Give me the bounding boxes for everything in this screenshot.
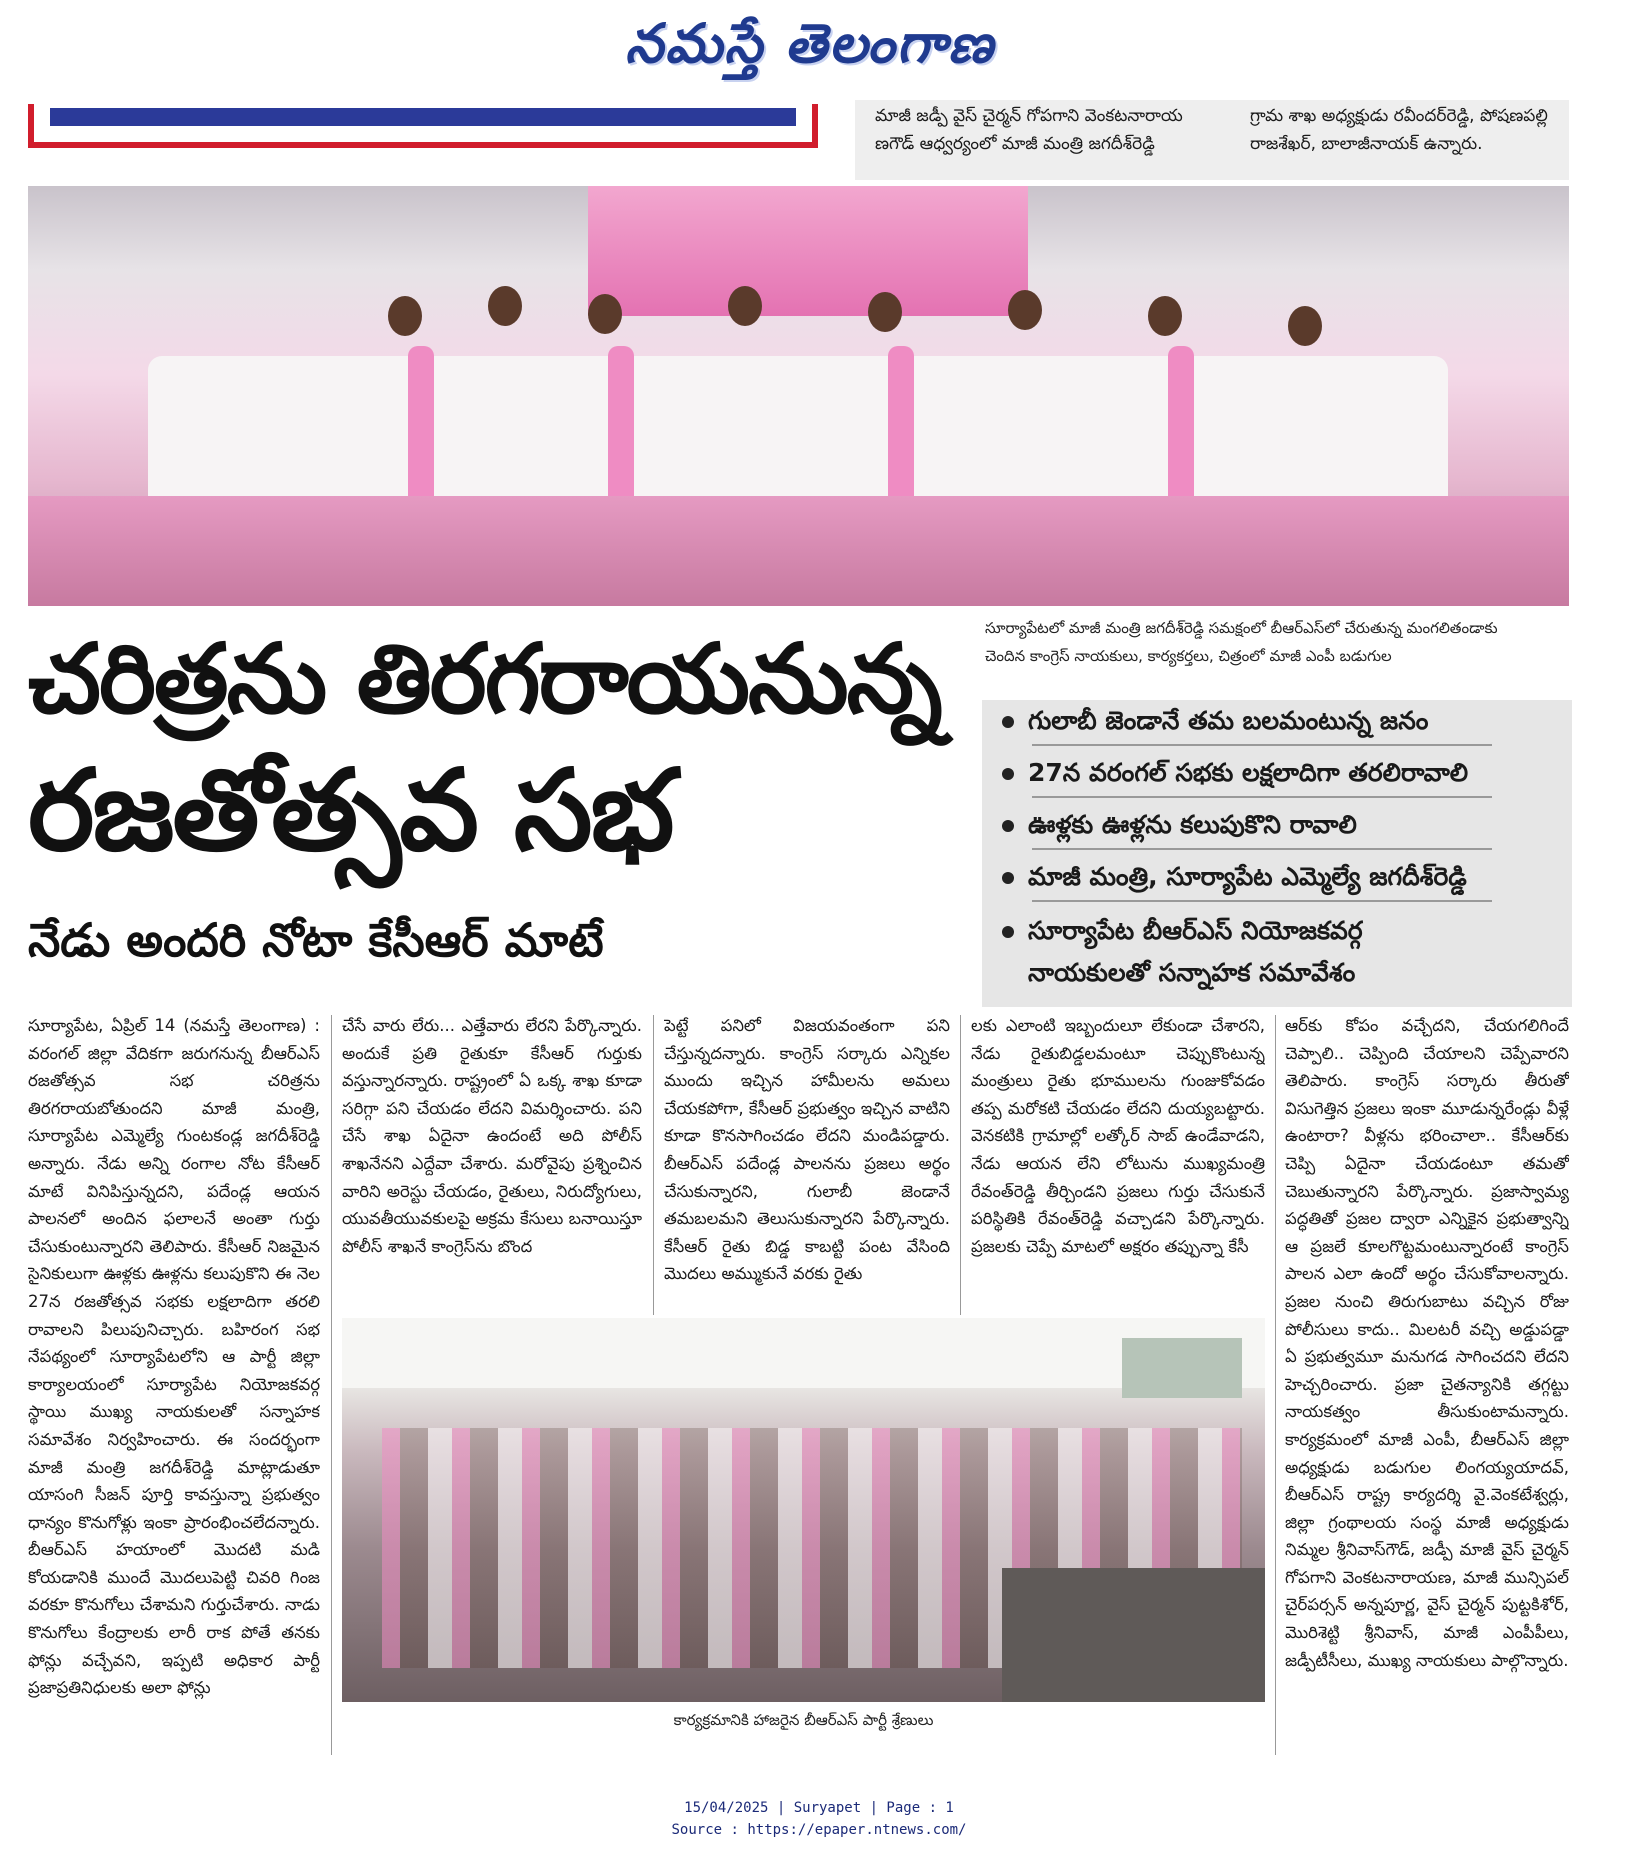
article-text: ఆర్‌కు కోపం వచ్చేదని, చేయగలిగిందే చెప్పాలి.. చెప్పింది చేయాలని చెప్పేవారని తెలిపారు. కాంగ్రెస్ సర్కారు తీరుతో విసుగెత్తిన ప్రజలు ఇంకా మూడున్నరేండ్లు వీళ్లే ఉంటారా? వీళ్లను భరించాలా.. కేసీఆర్‌కు చెప్పి ఏదైనా చేయడంటూ తమతో చెబుతున్నారని పేర్కొన్నారు. ప్రజాస్వామ్య పద్ధతితో ప్రజల ద్వారా ఎన్నికైన ప్రభుత్వాన్ని ఆ ప్రజలే కూలగొట్టమంటున్నారంటే కాంగ్రెస్ పాలన ఎలా ఉందో అర్థం చేసుకోవాలన్నారు. ప్రజల నుంచి తిరుగుబాటు వచ్చిన రోజు పోలీసులు కాదు.. మిలటరీ వచ్చి అడ్డుపడ్డా ఏ ప్రభుత్వమూ మనుగడ సాగించదని లేదని హెచ్చరించారు. ప్రజా చైతన్యానికి తగ్గట్టు నాయకత్వం తీసుకుంటామన్నారు. కార్యక్రమంలో మాజీ ఎంపీ, బీఆర్‌ఎస్ జిల్లా అధ్యక్షుడు బడుగుల లింగయ్యయాదవ్, బీఆర్‌ఎస్ రాష్ట్ర కార్యదర్శి వై.వెంకటేశ్వర్లు, జిల్లా గ్రంథాలయ సంస్థ మాజీ అధ్యక్షుడు నిమ్మల శ్రీనివాస్‌గౌడ్, జడ్పీ మాజీ వైస్ చైర్మన్ గోపగాని వెంకటనారాయణ, మాజీ మున్సిపల్ చైర్‌పర్సన్ అన్నపూర్ణ, వైస్ చైర్మన్ పుట్టకిశోర్, మొరిశెట్టి శ్రీనివాస్, మాజీ ఎంపీపీలు, జడ్పీటీసీలు, ముఖ్య నాయకులు పాల్గొన్నారు. [1285,1016,1569,1670]
highlight-item: సూర్యాపేట బీఆర్‌ఎస్ నియోజకవర్గ [1002,914,1363,948]
top-strip-col2-line1: గ్రామ శాఖ అధ్యక్షుడు రవీందర్‌రెడ్డి, పోషణపల్లి [1250,106,1548,126]
article-text: పెట్టే పనిలో విజయవంతంగా పని చేస్తున్నదన్నారు. కాంగ్రెస్ సర్కారు ఎన్నికల ముందు ఇచ్చిన హామీలను అమలు చేయకపోగా, కేసీఆర్ ప్రభుత్వం ఇచ్చిన వాటిని కూడా కొనసాగించడం లేదని మండిపడ్డారు. బీఆర్‌ఎస్ పదేండ్ల పాలనను ప్రజలు అర్థం చేసుకున్నారని, గులాబీ జెండానే తమబలమని తెలుసుకున్నారని పేర్కొన్నారు. కేసీఆర్ రైతు బిడ్డ కాబట్టి పంట వేసింది మొదలు అమ్ముకునే వరకు రైతు [664,1016,950,1284]
highlight-item: ఊళ్లకు ఊళ్లను కలుపుకొని రావాలి [1002,808,1357,842]
highlight-item: 27న వరంగల్ సభకు లక్షలాదిగా తరలిరావాలి [1002,756,1468,790]
photo1-caption [985,614,1575,670]
photo-scarf [1168,346,1194,506]
footer-source-link[interactable]: Source : https://epaper.ntnews.com/ [671,1822,967,1838]
photo-person [588,294,622,334]
photo1-caption-line1: సూర్యాపేటలో మాజీ మంత్రి జగదీశ్‌రెడ్డి సమక్షంలో బీఆర్‌ఎస్‌లో చేరుతున్న మంగలితండాకు [985,619,1498,637]
photo-scarf [888,346,914,506]
photo-meeting-audience [342,1318,1265,1702]
column-rule [653,1015,654,1315]
highlight-item: గులాబీ జెండానే తమ బలమంటున్న జనం [1002,704,1428,738]
photo2-window [1122,1338,1242,1398]
highlights-box [982,700,1572,1007]
bullet-divider [1032,744,1492,746]
photo2-caption: కార్యక్రమానికి హాజరైన బీఆర్‌ఎస్ పార్టీ శ్రేణులు [673,1711,934,1729]
footer-date-page: 15/04/2025 | Suryapet | Page : 1 [684,1800,954,1816]
bullet-divider [1032,796,1492,798]
flag-stripe [28,104,818,148]
top-strip-col1-line2: ణగౌడ్ ఆధ్వర్యంలో మాజీ మంత్రి జగదీశ్‌రెడ్డి [875,134,1155,154]
photo-person [1008,290,1042,330]
subheadline: నేడు అందరి నోటా కేసీఆర్ మాటే [28,913,604,967]
photo-scarf [608,346,634,506]
masthead-title: నమస్తే తెలంగాణ [625,11,995,75]
highlight-item: మాజీ మంత్రి, సూర్యాపేట ఎమ్మెల్యే జగదీశ్‌రెడ్డి [1002,860,1467,894]
top-strip-col2-line2: రాజశేఖర్, బాలాజీనాయక్ ఉన్నారు. [1250,134,1483,154]
bullet-dot-icon [1002,768,1014,780]
article-text: లకు ఎలాంటి ఇబ్బందులూ లేకుండా చేశారని, నేడు రైతుబిడ్డలమంటూ చెప్పుకొంటున్న మంత్రులు రైతు భూములను గుంజుకోవడం తప్ప మరోకటి చేయడం లేదని దుయ్యబట్టారు. వెనకటికి గ్రామాల్లో లత్కోర్ సాబ్ ఉండేవాడని, నేడు ఆయన లేని లోటును ముఖ్యమంత్రి రేవంత్‌రెడ్డి తీర్చిండని ప్రజలు గుర్తు చేసుకునే పరిస్థితికి రేవంత్‌రెడ్డి వచ్చాడని పేర్కొన్నారు. ప్రజలకు చెప్పే మాటలో అక్షరం తప్పున్నా కేసీ [971,1016,1265,1256]
top-text-strip [855,100,1569,180]
article-column-2 [342,1012,642,1312]
article-column-4 [971,1012,1265,1312]
photo-crowd-standing [148,356,1448,506]
headline-line2: రజతోత్సవ సభ [28,746,673,876]
article-text: సూర్యాపేట, ఏప్రిల్ 14 (నమస్తే తెలంగాణ) : వరంగల్ జిల్లా వేదికగా జరుగనున్న బీఆర్‌ఎస్ రజతోత్సవ సభ చరిత్రను తిరగరాయబోతుందని మాజీ మంత్రి, సూర్యాపేట ఎమ్మెల్యే గుంటకండ్ల జగదీశ్‌రెడ్డి అన్నారు. నేడు అన్ని రంగాల నోట కేసీఆర్ మాటే వినిపిస్తున్నదని, పదేండ్ల ఆయన పాలనలో అందిన ఫలాలనే అంతా గుర్తు చేసుకుంటున్నారని తెలిపారు. కేసీఆర్ నిజమైన సైనికులుగా ఊళ్లకు ఊళ్లను కలుపుకొని ఈ నెల 27న రజతోత్సవ సభకు లక్షలాదిగా తరలి రావాలని పిలుపునిచ్చారు. బహిరంగ సభ నేపథ్యంలో సూర్యాపేటలోని ఆ పార్టీ జిల్లా కార్యాలయంలో సూర్యాపేట నియోజకవర్గ స్థాయి ముఖ్య నాయకులతో సన్నాహక సమావేశం నిర్వహించారు. ఈ సందర్భంగా మాజీ మంత్రి జగదీశ్‌రెడ్డి మాట్లాడుతూ యాసంగి సీజన్ పూర్తి కావస్తున్నా ప్రభుత్వం ధాన్యం కొనుగోళ్లు ఇంకా ప్రారంభించలేదన్నారు. బీఆర్‌ఎస్ హయాంలో మొదటి మడి కోయడానికి ముందే మొదలుపెట్టి చివరి గింజ వరకూ కొనుగోలు చేశామని గుర్తుచేశారు. నాడు కొనుగోలు కేంద్రాలకు లారీ రాక పోతే తనకు ఫోన్లు వచ్చేవని, ఇప్పటి అధికార పార్టీ ప్రజాప్రతినిధులకు అలా ఫోన్లు [28,1016,320,1698]
photo-crowd-seated [28,496,1569,606]
headline-line1: చరిత్రను తిరగరాయనున్న [28,623,941,735]
column-rule [1275,1015,1276,1755]
photo-group-joining [28,186,1569,606]
photo1-caption-line2: చెందిన కాంగ్రెస్ నాయకులు, కార్యకర్తలు, చిత్రంలో మాజీ ఎంపీ బడుగుల [985,647,1392,665]
flag-blue-band [50,108,796,126]
highlight-item-continued: నాయకులతో సన్నాహక సమావేశం [1028,958,1356,987]
bullet-divider [1032,848,1492,850]
bullet-dot-icon [1002,926,1014,938]
photo-person [388,296,422,336]
article-text: చేసే వారు లేరు... ఎత్తేవారు లేరని పేర్కొన్నారు. అందుకే ప్రతి రైతుకూ కేసీఆర్ గుర్తుకు వస్తున్నారన్నారు. రాష్ట్రంలో ఏ ఒక్క శాఖ కూడా సరిగ్గా పని చేయడం లేదని విమర్శించారు. పని చేసే శాఖ ఏదైనా ఉందంటే అది పోలీస్ శాఖనేనని ఎద్దేవా చేశారు. మరోవైపు ప్రశ్నించిన వారిని అరెస్టు చేయడం, రైతులు, నిరుద్యోగులు, యువతీయువకులపై అక్రమ కేసులు బనాయిస్తూ పోలీస్ శాఖనే కాంగ్రెస్‌ను బొంద [342,1016,642,1256]
article-column-1 [28,1012,320,1757]
photo-person [488,286,522,326]
bullet-dot-icon [1002,820,1014,832]
article-column-3 [664,1012,950,1312]
column-rule [960,1015,961,1315]
article-column-5 [1285,1012,1569,1757]
bullet-dot-icon [1002,716,1014,728]
bullet-divider [1032,900,1492,902]
photo-person [1148,296,1182,336]
photo-person [868,292,902,332]
column-rule [331,1015,332,1755]
bullet-dot-icon [1002,872,1014,884]
photo-banner [588,186,1028,316]
photo-person [728,286,762,326]
photo-person [1288,306,1322,346]
photo-scarf [408,346,434,506]
top-strip-col1-line1: మాజీ జడ్పీ వైస్ చైర్మన్ గోపగాని వెంకటనారాయ [875,106,1183,126]
photo2-floor [1002,1568,1265,1702]
